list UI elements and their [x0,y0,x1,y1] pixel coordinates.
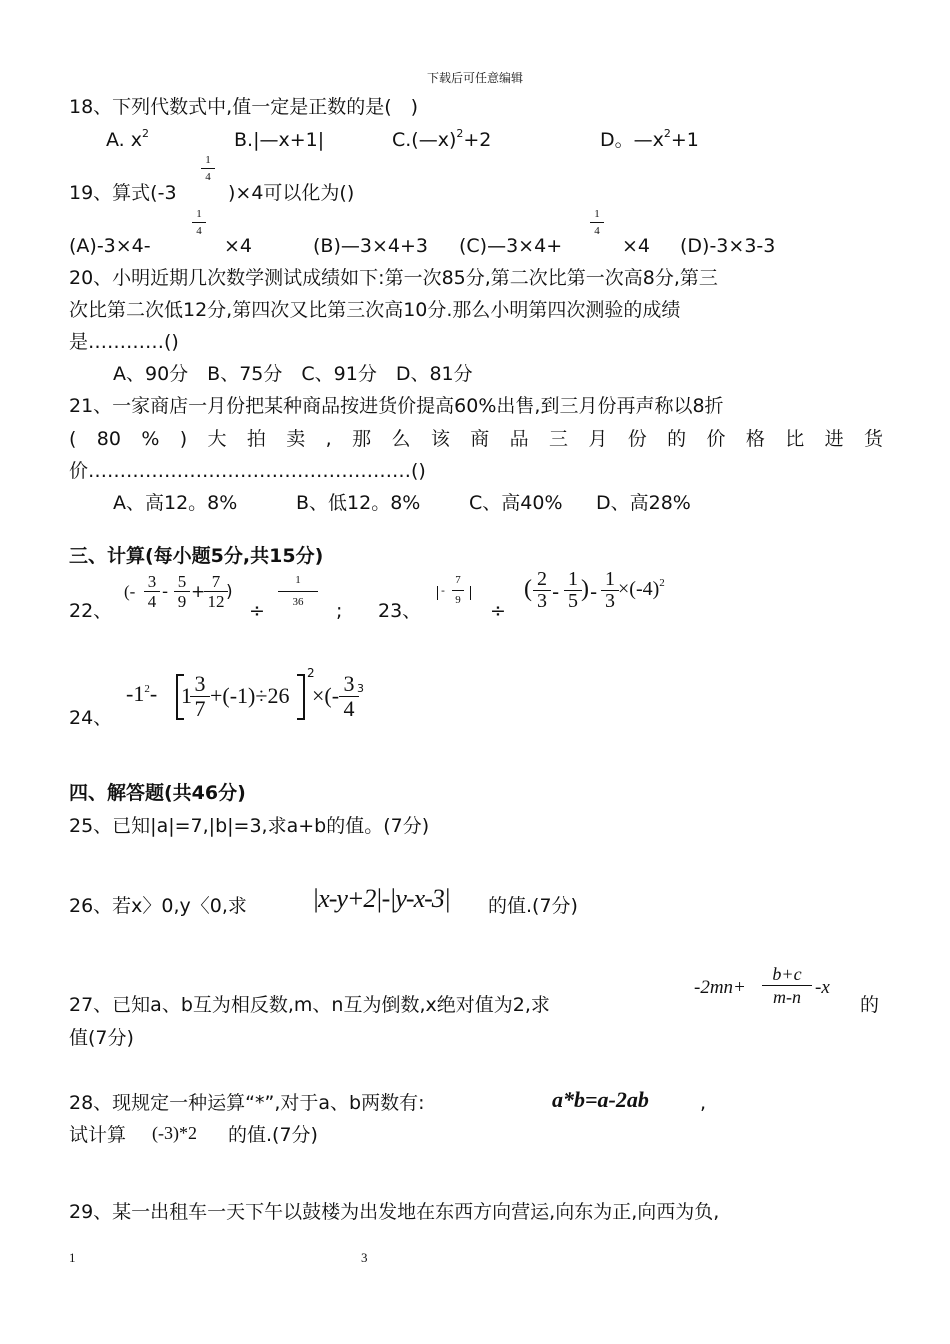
q21-line-2-char: 该 [430,428,450,450]
question-27-post: 的 [860,994,880,1016]
q28-expression: a*b=a-2ab [552,1087,649,1112]
q23-abs-bar-left [437,586,438,600]
question-21-line-2 [69,427,883,451]
question-28-line-2-post: 的值.(7分) [228,1124,318,1146]
q24-fraction-2: 3 4 [339,672,359,721]
q24-lead: $-1^2-$ [126,681,158,706]
q24-middle: +(-1)÷26 [210,683,290,708]
q22-open: (- [124,582,136,601]
q21-line-2-char: % [141,428,160,450]
q18-option-c: C.(—x)$^2$+2 [392,127,492,151]
q21-line-2-char: 货 [863,428,883,450]
q21-line-2-char: 份 [627,428,647,450]
q21-line-2-char: 80 [96,428,121,450]
q22-fraction-3: 7 12 [204,572,228,611]
q21-option-b: B、低12。8% [296,492,421,514]
footer-left: 1 [69,1250,76,1265]
q18-option-d: D。$—x^2+1$ [600,127,699,151]
section-3-heading: 三、计算(每小题5分,共15分) [69,545,324,567]
q27-fraction: b+c m-n [762,963,812,1008]
page-header: 下载后可任意编辑 [426,71,523,85]
footer-page-number: 3 [361,1250,368,1265]
q19-option-a: (A)-3×4- [69,235,151,257]
question-20-line-1: 20、小明近期几次数学测试成绩如下:第一次85分,第二次比第一次高8分,第三 [69,267,718,289]
q21-line-2-char: ) [179,428,188,450]
q19-option-a-tail: ×4 [224,235,253,257]
q19-option-a-fraction: 1 4 [192,208,206,237]
q24-outer-exponent: 2 [307,666,315,680]
q23-fraction-3: 1 3 [601,569,619,612]
question-26-post: 的值.(7分) [488,895,578,917]
q19-option-c-fraction: 1 4 [590,208,604,237]
q21-line-2-char: , [325,428,332,450]
question-23-label: 23、 [378,600,422,622]
q28-comma: , [700,1092,707,1114]
q21-line-2-char: 进 [824,428,844,450]
q21-line-2-char: 品 [509,428,529,450]
question-21-line-3: 价……………………………………………() [69,460,426,482]
q21-option-a: A、高12。8% [113,492,238,514]
q24-times: ×(- [312,683,340,708]
question-19-stem-pre: 19、算式(-3 [69,182,177,204]
q23-fraction-2: 1 5 [564,569,582,612]
question-28-line-2-pre: 试计算 [69,1124,127,1146]
q19-option-c: (C)—3×4+ [459,235,563,257]
q21-line-2-char: 卖 [286,428,306,450]
question-22-label: 22、 [69,600,113,622]
question-24-label: 24、 [69,707,113,729]
q23-tail: $\times(-4)^2$ [618,577,665,600]
q24-tail-exponent: 3 [357,682,364,695]
question-29: 29、某一出租车一天下午以鼓楼为出发地在东西方向营运,向东为正,向西为负, [69,1201,720,1223]
q27-expression-tail: -x [815,977,830,998]
q21-line-2-char: ( [69,428,77,450]
q23-fraction-1: 2 3 [533,569,551,612]
q19-option-d: (D)-3×3-3 [680,235,776,257]
q23-divide: ÷ [490,600,506,622]
q22-divide: ÷ [249,600,265,622]
section-4-heading: 四、解答题(共46分) [69,782,246,804]
q22-semicolon: ; [336,600,343,622]
q24-bracket-left [176,674,178,720]
q21-line-2-char: 月 [588,428,608,450]
question-18-stem: 18、下列代数式中,值一定是正数的是( ) [69,96,419,118]
q24-bracket-right [303,674,305,720]
q21-line-2-char: 价 [706,428,726,450]
q21-option-d: D、高28% [596,492,691,514]
q21-line-2-char: 那 [352,428,372,450]
q24-fraction-1: 3 7 [190,672,210,721]
q21-line-2-char: 格 [745,428,765,450]
q22-fraction-4: 1 36 [278,572,318,611]
q23-abs-sign: - [441,584,445,597]
q21-line-2-char: 三 [548,428,568,450]
q22-fraction-2: 5 9 [174,572,190,611]
q21-line-2-char: 大 [207,428,227,450]
q19-fraction: 1 4 [201,154,215,183]
question-26-pre: 26、若x〉0,y〈0,求 [69,895,247,917]
q23-minus-1: - [552,580,560,604]
q18-option-b: B.|—x+1| [234,129,325,151]
q28-line-2-expression: (-3)*2 [152,1123,197,1143]
question-27-line-2: 值(7分) [69,1027,134,1049]
q24-one: 1 [181,683,192,708]
question-27-pre: 27、已知a、b互为相反数,m、n互为倒数,x绝对值为2,求 [69,994,550,1016]
q23-abs-fraction: 7 9 [452,572,464,609]
q21-line-2-char: 的 [667,428,687,450]
q18-option-a: A. $x^2$ [106,127,149,151]
question-19-stem-post: )×4可以化为() [228,182,355,204]
question-28-pre: 28、现规定一种运算“*”,对于a、b两数有: [69,1092,425,1114]
q21-line-2-char: 商 [470,428,490,450]
q22-plus: + [191,582,206,602]
q19-option-c-tail: ×4 [622,235,651,257]
q22-fraction-1: 3 4 [144,572,160,611]
q23-abs-bar-right [470,586,471,600]
q23-close: ) [581,576,589,602]
q21-option-c: C、高40% [469,492,563,514]
question-21-line-1: 21、一家商店一月份把某种商品按进货价提高60%出售,到三月份再声称以8折 [69,395,724,417]
q22-close: ) [226,582,233,602]
question-20-line-2: 次比第二次低12分,第四次又比第三次高10分.那么小明第四次测验的成绩 [69,299,681,321]
q23-minus-2: - [590,580,598,604]
question-25: 25、已知|a|=7,|b|=3,求a+b的值。(7分) [69,815,430,837]
question-20-line-3: 是…………() [69,331,179,353]
q27-expression-lead: -2mn+ [694,977,746,998]
q21-line-2-char: 比 [785,428,805,450]
q19-option-b: (B)—3×4+3 [313,235,428,257]
q21-line-2-char: 么 [391,428,411,450]
q20-options: A、90分 B、75分 C、91分 D、81分 [113,363,473,385]
q22-minus: - [162,582,169,602]
q23-open: ( [524,576,532,602]
q21-line-2-char: 拍 [246,428,266,450]
q26-expression: |x-y+2|-|y-x-3| [312,884,450,913]
